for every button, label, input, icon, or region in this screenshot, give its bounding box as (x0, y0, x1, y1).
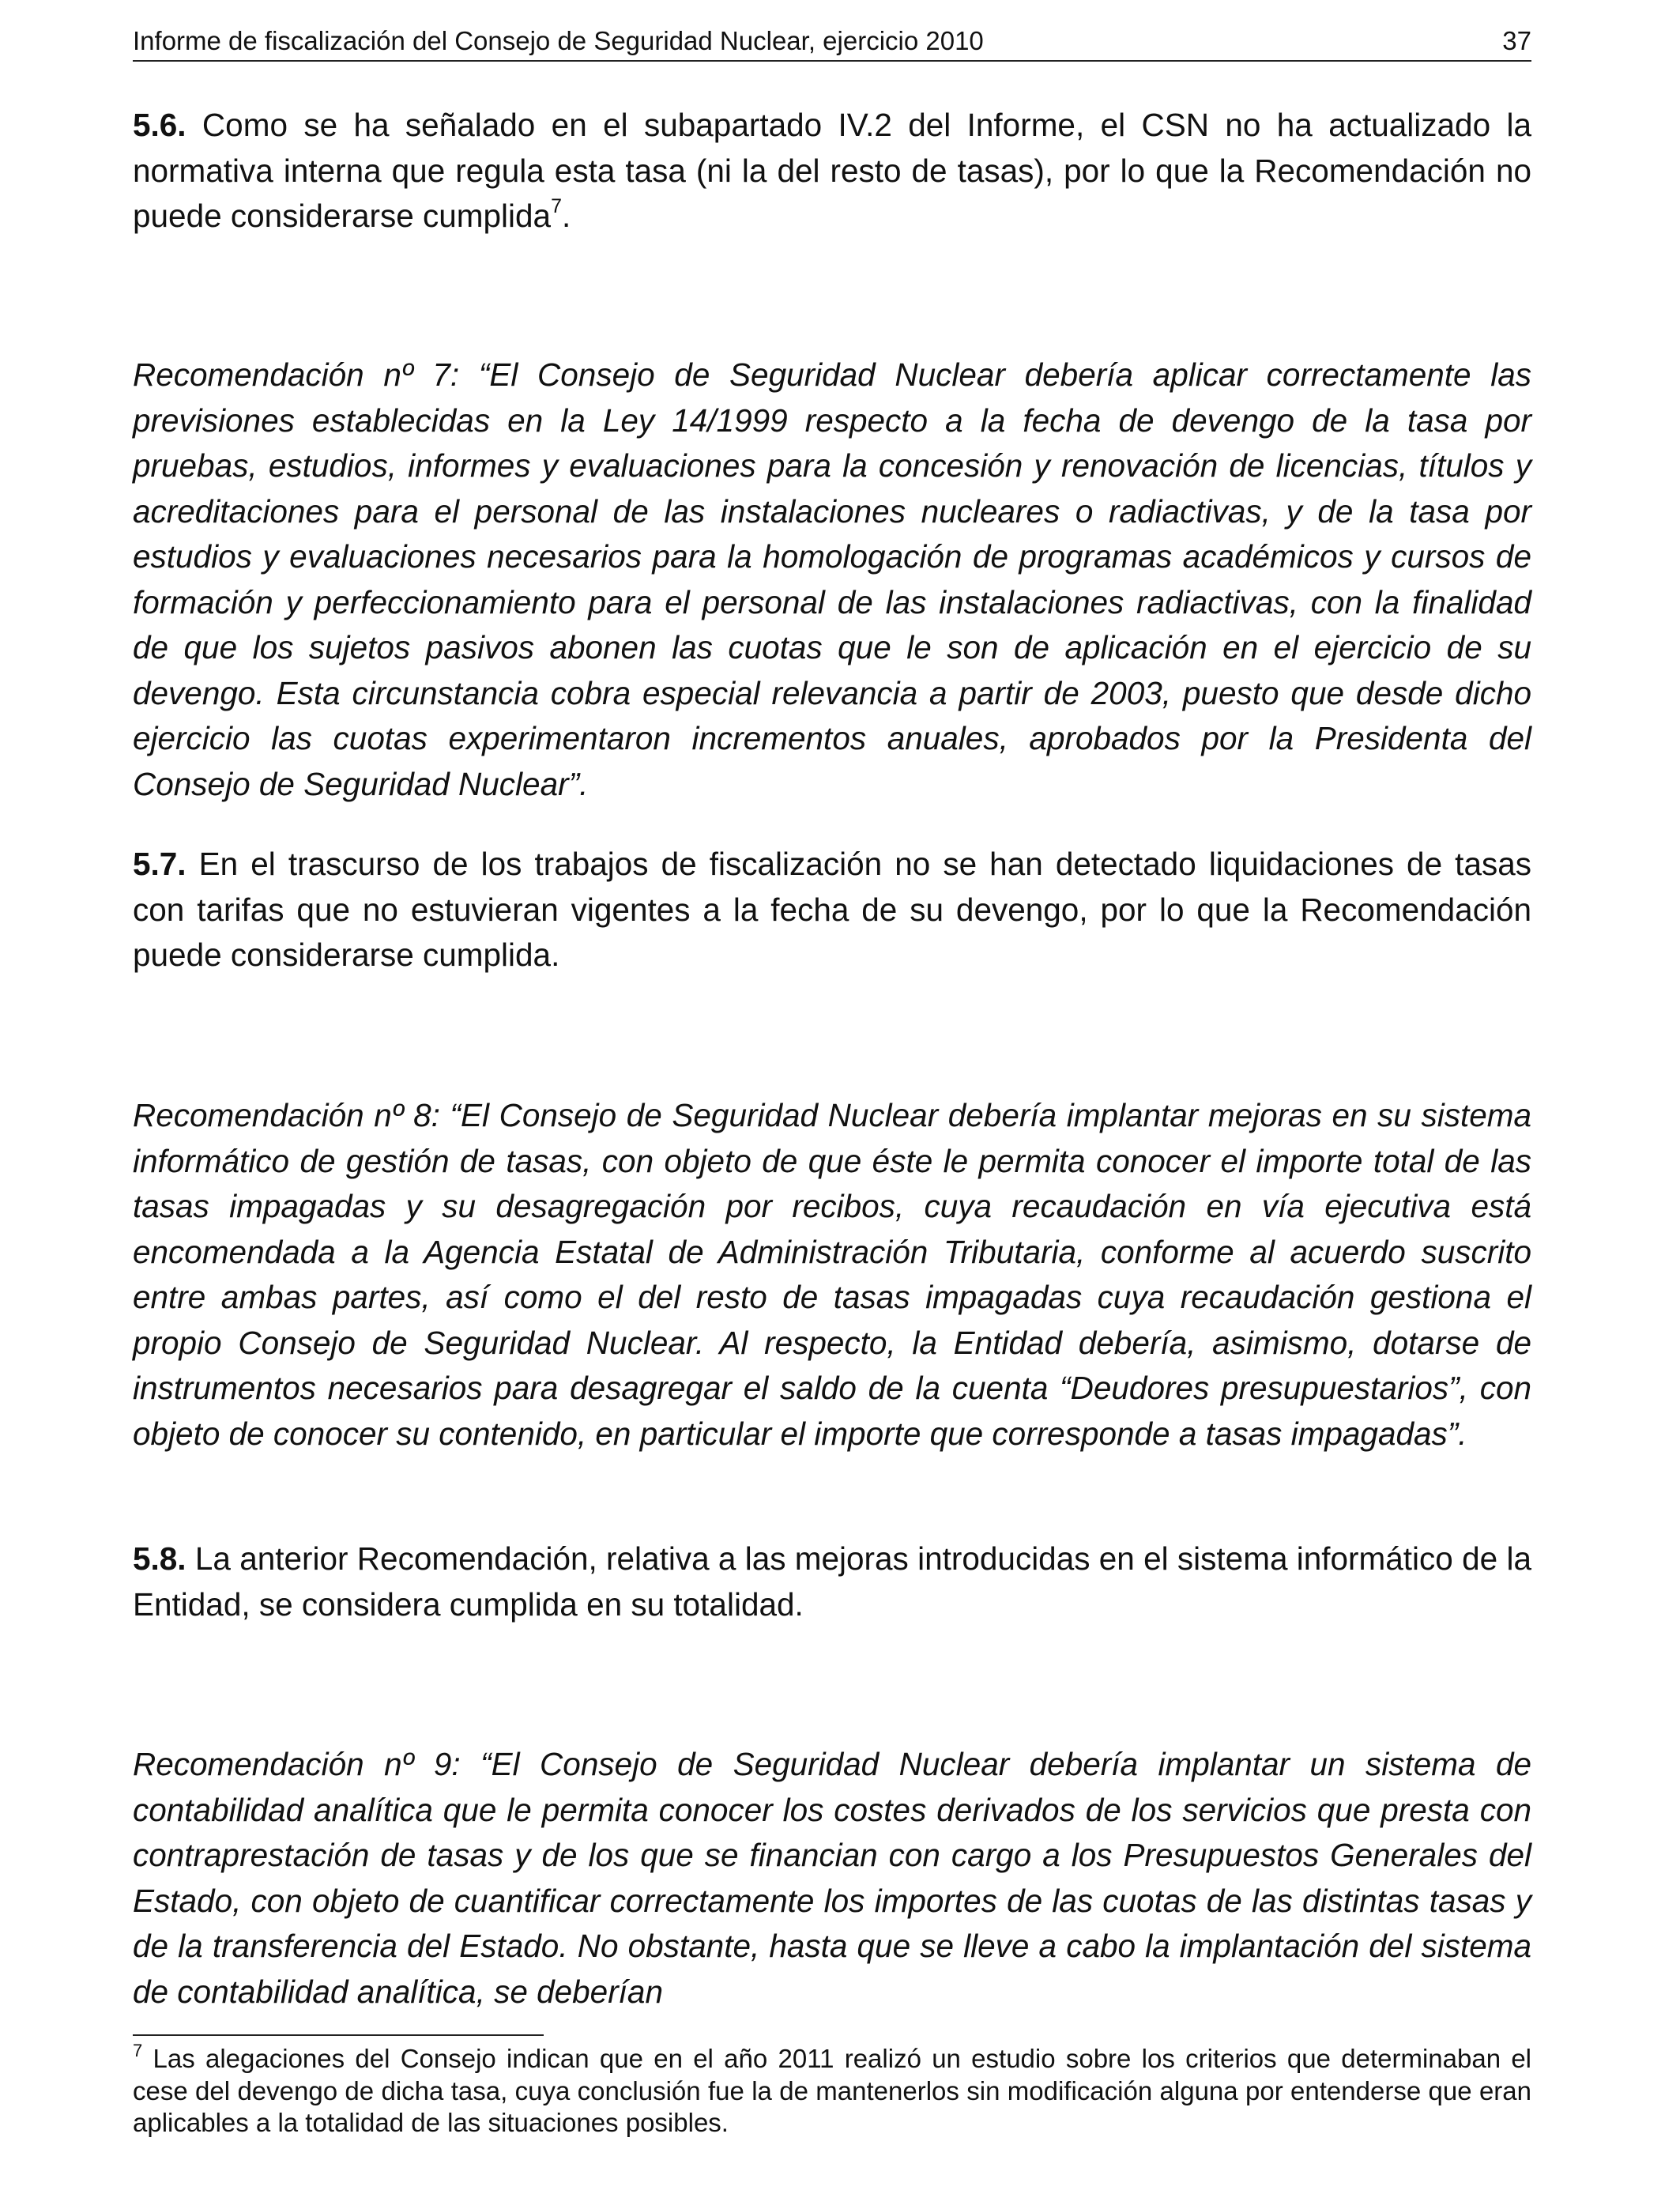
footnote-number: 7 (133, 2041, 143, 2060)
paragraph-5-8 (133, 1536, 1531, 1627)
paragraph-5-7 (133, 842, 1531, 978)
page-number: 37 (1502, 26, 1531, 55)
footnote-reference[interactable]: 7 (551, 195, 562, 217)
paragraph-label: 5.8. (133, 1540, 186, 1577)
document-title: Informe de fiscalización del Consejo de Seguridad Nuclear, ejercicio 2010 (133, 26, 984, 55)
paragraph-text: Como se ha señalado en el subapartado IV.2 del Informe, el CSN no ha actualizado la normativa interna que regula esta tasa (ni la del resto de tasas), por lo que la Recomendación no puede considerarse cumplida (133, 107, 1531, 234)
recommendation-7: Recomendación nº 7: “El Consejo de Seguridad Nuclear debería aplicar correctamente las previsiones establecidas en la Ley 14/1999 respecto a la fecha de devengo de la tasa por pruebas, estudios, informes y evaluaciones para la concesión y renovación de licencias, títulos y acreditaciones para el personal de las instalaciones nucleares o radiactivas, y de la tasa por estudios y evaluaciones necesarios para la homologación de programas académicos y cursos de formación y perfeccionamiento para el personal de las instalaciones radiactivas, con la finalidad de que los sujetos pasivos abonen las cuotas que le son de aplicación en el ejercicio de su devengo. Esta circunstancia cobra especial relevancia a partir de 2003, puesto que desde dicho ejercicio las cuotas experimentaron incrementos anuales, aprobados por la Presidenta del Consejo de Seguridad Nuclear”. (133, 356, 1531, 802)
footnote-text: Las alegaciones del Consejo indican que en el año 2011 realizó un estudio sobre los criterios que determinaban el cese del devengo de dicha tasa, cuya conclusión fue la de mantenerlos sin modificación alguna por entenderse que eran aplicables a la totalidad de las situaciones posibles. (133, 2044, 1531, 2137)
recommendation-9: Recomendación nº 9: “El Consejo de Seguridad Nuclear debería implantar un sistema de contabilidad analítica que le permita conocer los costes derivados de los servicios que presta con contraprestación de tasas y de los que se financian con cargo a los Presupuestos Generales del Estado, con objeto de cuantificar correctamente los importes de las cuotas de las distintas tasas y de la transferencia del Estado. No obstante, hasta que se lleve a cabo la implantación del sistema de contabilidad analítica, se deberían (133, 1746, 1531, 2010)
recommendation-8: Recomendación nº 8: “El Consejo de Seguridad Nuclear debería implantar mejoras en su sistema informático de gestión de tasas, con objeto de que éste le permita conocer el importe total de las tasas impagadas y su desagregación por recibos, cuya recaudación en vía ejecutiva está encomendada a la Agencia Estatal de Administración Tributaria, conforme al acuerdo suscrito entre ambas partes, así como el del resto de tasas impagadas cuya recaudación gestiona el propio Consejo de Seguridad Nuclear. Al respecto, la Entidad debería, asimismo, dotarse de instrumentos necesarios para desagregar el saldo de la cuenta “Deudores presupuestarios”, con objeto de conocer su contenido, en particular el importe que corresponde a tasas impagadas”. (133, 1097, 1531, 1452)
paragraph-label: 5.6. (133, 107, 186, 143)
paragraph-label: 5.7. (133, 846, 186, 882)
paragraph-text: En el trascurso de los trabajos de fiscalización no se han detectado liquidaciones de tasas con tarifas que no estuvieran vigentes a la fecha de su devengo, por lo que la Recomendación puede considerarse cumplida. (133, 846, 1531, 973)
page-header (133, 22, 1531, 62)
footnote-7 (133, 2043, 1531, 2139)
paragraph-end: . (561, 198, 571, 234)
footnote-separator (133, 2034, 544, 2036)
paragraph-text: La anterior Recomendación, relativa a las mejoras introducidas en el sistema informático de la Entidad, se considera cumplida en su totalidad. (133, 1540, 1531, 1623)
paragraph-5-6 (133, 103, 1531, 239)
